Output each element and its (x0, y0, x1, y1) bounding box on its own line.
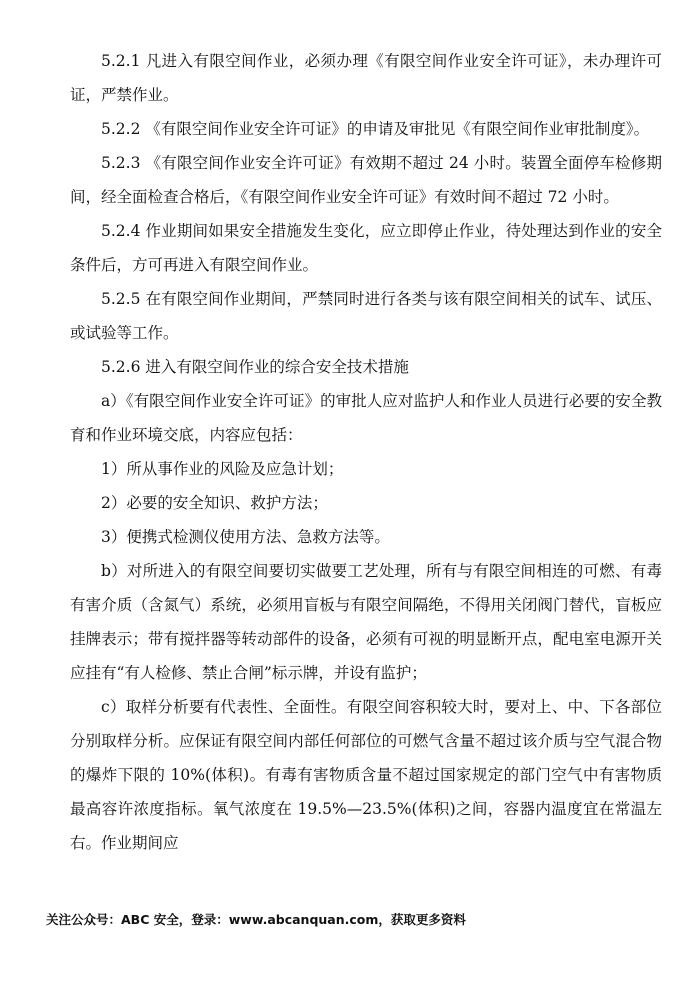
footer-promo-text: 关注公众号：ABC 安全，登录：www.abcanquan.com，获取更多资料 (46, 912, 466, 927)
clause-5-2-3: 5.2.3 《有限空间作业安全许可证》有效期不超过 24 小时。装置全面停车检修期间，经全面检查合格后，《有限空间作业安全许可证》有效时间不超过 72 小时。 (70, 154, 662, 206)
item-a-1: 1）所从事作业的风险及应急计划； (101, 460, 344, 478)
clause-5-2-2: 5.2.2 《有限空间作业安全许可证》的申请及审批见《有限空间作业审批制度》。 (101, 120, 650, 138)
item-a: a）《有限空间作业安全许可证》的审批人应对监护人和作业人员进行必要的安全教育和作业环境交底，内容应包括： (70, 392, 662, 444)
document-body (70, 44, 662, 860)
item-a-3: 3）便携式检测仪使用方法、急救方法等。 (101, 528, 390, 546)
clause-5-2-6-heading: 5.2.6 进入有限空间作业的综合安全技术措施 (101, 358, 409, 376)
item-a-2: 2）必要的安全知识、救护方法； (101, 494, 328, 512)
clause-5-2-1: 5.2.1 凡进入有限空间作业，必须办理《有限空间作业安全许可证》，未办理许可证，严禁作业。 (70, 52, 662, 104)
clause-5-2-5: 5.2.5 在有限空间作业期间，严禁同时进行各类与该有限空间相关的试车、试压、或试验等工作。 (70, 290, 662, 342)
item-c: c）取样分析要有代表性、全面性。有限空间容积较大时，要对上、中、下各部位分别取样分析。应保证有限空间内部任何部位的可燃气含量不超过该介质与空气混合物的爆炸下限的 10%(体积)。有毒有害物质含量不超过国家规定的部门空气中有害物质最高容许浓度指标。氧气浓度在 19.5%—23.5%(体积)之间，容器内温度宜在常温左右。作业期间应 (70, 698, 662, 852)
item-b: b）对所进入的有限空间要切实做要工艺处理，所有与有限空间相连的可燃、有毒有害介质（含氮气）系统，必须用盲板与有限空间隔绝，不得用关闭阀门替代，盲板应挂牌表示；带有搅拌器等转动部件的设备，必须有可视的明显断开点，配电室电源开关应挂有“有人检修、禁止合闸”标示牌，并设有监护； (70, 562, 662, 682)
clause-5-2-4: 5.2.4 作业期间如果安全措施发生变化，应立即停止作业，待处理达到作业的安全条件后，方可再进入有限空间作业。 (70, 222, 662, 274)
